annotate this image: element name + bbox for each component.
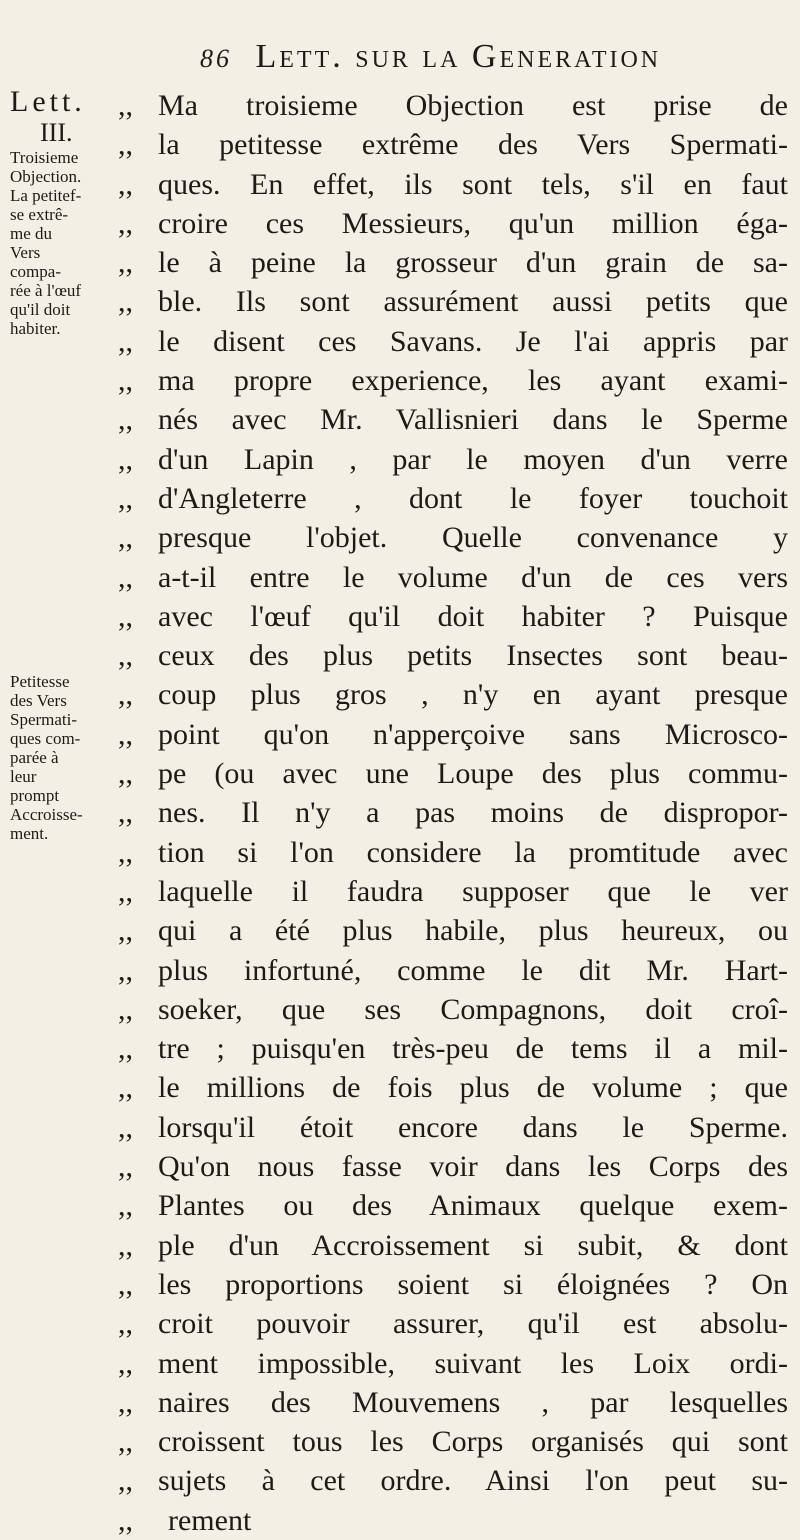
line-text: a-t-il entre le volume d'un de ces vers xyxy=(158,560,788,594)
margin-note-line: qu'il doit xyxy=(10,300,71,319)
margin-note-line: rée à l'œuf xyxy=(10,281,82,300)
margin-note-line: habiter. xyxy=(10,319,61,338)
quote-mark: ,, xyxy=(118,324,133,358)
quote-mark: ,, xyxy=(118,481,133,515)
line-text: tre ; puisqu'en très-peu de tems il a mil- xyxy=(158,1032,788,1066)
line-text: qui a été plus habile, plus heureux, ou xyxy=(158,914,788,948)
quote-mark: ,, xyxy=(118,599,133,633)
text-line xyxy=(118,1383,788,1422)
quote-mark: ,, xyxy=(118,992,133,1026)
text-line xyxy=(118,558,788,597)
margin-note-line: des Vers xyxy=(10,691,67,710)
text-line xyxy=(118,1265,788,1304)
margin-notes xyxy=(10,85,110,843)
text-line xyxy=(118,754,788,793)
line-text: croit pouvoir assurer, qu'il est absolu- xyxy=(158,1307,788,1341)
quote-mark: ,, xyxy=(118,717,133,751)
margin-note-1 xyxy=(10,148,110,338)
margin-note-line: Vers xyxy=(10,243,41,262)
line-text: avec l'œuf qu'il doit habiter ? Puisque xyxy=(158,599,788,633)
margin-note-line: parée à xyxy=(10,748,59,767)
line-text: laquelle il faudra supposer que le ver xyxy=(158,874,788,908)
line-text: Ma troisieme Objection est prise de xyxy=(158,89,788,122)
quote-mark: ,, xyxy=(118,1150,133,1184)
line-text: lorsqu'il étoit encore dans le Sperme. xyxy=(158,1110,788,1144)
margin-note-line: Troisieme xyxy=(10,148,79,167)
margin-letter-label: Lett. xyxy=(10,85,86,118)
line-text: ple d'un Accroissement si subit, & dont xyxy=(158,1228,788,1262)
text-line xyxy=(118,86,788,125)
line-text: coup plus gros , n'y en ayant presque xyxy=(158,678,788,712)
quote-mark: ,, xyxy=(118,639,133,673)
margin-note-line: se extrê- xyxy=(10,205,69,224)
quote-mark: ,, xyxy=(118,167,133,201)
line-text: le à peine la grosseur d'un grain de sa- xyxy=(158,246,788,280)
quote-mark: ,, xyxy=(118,246,133,280)
text-line xyxy=(118,440,788,479)
quote-mark: ,, xyxy=(118,835,133,869)
running-header xyxy=(200,38,661,76)
quote-mark: ,, xyxy=(118,206,133,240)
page-number: 86 xyxy=(200,44,232,73)
text-line xyxy=(118,951,788,990)
text-line xyxy=(118,282,788,321)
text-line xyxy=(118,243,788,282)
text-line xyxy=(118,204,788,243)
line-text: point qu'on n'apperçoive sans Microsco- xyxy=(158,717,788,751)
line-text: ceux des plus petits Insectes sont beau- xyxy=(158,639,788,673)
line-text: le disent ces Savans. Je l'ai appris par xyxy=(158,324,788,358)
margin-note-line: ques com- xyxy=(10,729,81,748)
text-line xyxy=(118,400,788,439)
line-text: presque l'objet. Quelle convenance y xyxy=(158,521,788,555)
quote-mark: ,, xyxy=(118,1189,133,1223)
line-text: ques. En effet, ils sont tels, s'il en faut xyxy=(158,167,788,201)
body-text xyxy=(118,86,788,1540)
text-line xyxy=(118,990,788,1029)
quote-mark: ,, xyxy=(118,1267,133,1301)
quote-mark: ,, xyxy=(118,403,133,437)
line-text: ma propre experience, les ayant exami- xyxy=(158,364,788,398)
line-text: Qu'on nous fasse voir dans les Corps des xyxy=(158,1150,788,1184)
line-text: ment impossible, suivant les Loix ordi- xyxy=(158,1346,788,1380)
quote-mark: ,, xyxy=(118,1425,133,1459)
quote-mark: ,, xyxy=(118,521,133,555)
line-text: la petitesse extrême des Vers Spermati- xyxy=(158,128,788,162)
margin-note-2 xyxy=(10,672,120,843)
line-text: rement xyxy=(168,1503,252,1537)
text-line xyxy=(118,1108,788,1147)
text-line xyxy=(118,675,788,714)
text-line xyxy=(118,911,788,950)
text-line xyxy=(118,1461,788,1500)
line-text: croire ces Messieurs, qu'un million éga- xyxy=(158,206,788,240)
line-text: pe (ou avec une Loupe des plus commu- xyxy=(158,757,788,791)
quote-mark: ,, xyxy=(118,1385,133,1419)
line-text: naires des Mouvemens , par lesquelles xyxy=(158,1385,788,1419)
text-line xyxy=(118,1501,788,1540)
text-line xyxy=(118,479,788,518)
quote-mark: ,, xyxy=(118,757,133,791)
quote-mark: ,, xyxy=(118,1307,133,1341)
line-text: plus infortuné, comme le dit Mr. Hart- xyxy=(158,953,788,987)
quote-mark: ,, xyxy=(118,796,133,830)
margin-note-line: prompt xyxy=(10,786,60,805)
text-line xyxy=(118,1344,788,1383)
quote-mark: ,, xyxy=(118,953,133,987)
quote-mark: ,, xyxy=(118,128,133,162)
line-text: nes. Il n'y a pas moins de dispropor- xyxy=(158,796,788,830)
margin-note-line: Objection. xyxy=(10,167,82,186)
line-text: ble. Ils sont assurément aussi petits que xyxy=(158,285,788,319)
quote-mark: ,, xyxy=(118,1464,133,1498)
margin-note-line: me du xyxy=(10,224,53,243)
quote-mark: ,, xyxy=(118,874,133,908)
line-text: nés avec Mr. Vallisnieri dans le Sperme xyxy=(158,403,788,437)
text-line xyxy=(118,1147,788,1186)
margin-note-line: Petitesse xyxy=(10,672,70,691)
quote-mark: ,, xyxy=(118,1110,133,1144)
text-line xyxy=(118,833,788,872)
text-line xyxy=(118,872,788,911)
quote-mark: ,, xyxy=(118,1346,133,1380)
quote-mark: ,, xyxy=(118,914,133,948)
text-line xyxy=(118,1226,788,1265)
text-line xyxy=(118,1029,788,1068)
quote-mark: ,, xyxy=(118,285,133,319)
quote-mark: ,, xyxy=(118,89,133,122)
margin-note-line: compa- xyxy=(10,262,61,281)
quote-mark: ,, xyxy=(118,364,133,398)
line-text: d'Angleterre , dont le foyer touchoit xyxy=(158,481,788,515)
text-line xyxy=(118,1304,788,1343)
quote-mark: ,, xyxy=(118,1032,133,1066)
text-line xyxy=(118,715,788,754)
line-text: les proportions soient si éloignées ? On xyxy=(158,1267,788,1301)
margin-note-line: ment. xyxy=(10,824,49,843)
text-line xyxy=(118,1068,788,1107)
margin-note-line: La petitef- xyxy=(10,186,82,205)
line-text: d'un Lapin , par le moyen d'un verre xyxy=(158,442,788,476)
text-line xyxy=(118,1186,788,1225)
text-line xyxy=(118,518,788,557)
line-text: sujets à cet ordre. Ainsi l'on peut su- xyxy=(158,1464,788,1498)
quote-mark: ,, xyxy=(118,1228,133,1262)
margin-note-line: Accroisse- xyxy=(10,805,83,824)
text-line xyxy=(118,361,788,400)
text-line xyxy=(118,1422,788,1461)
line-text: Plantes ou des Animaux quelque exem- xyxy=(158,1189,788,1223)
line-text: tion si l'on considere la promtitude avec xyxy=(158,835,788,869)
margin-note-line: Spermati- xyxy=(10,710,78,729)
line-text: le millions de fois plus de volume ; que xyxy=(158,1071,788,1105)
quote-mark: ,, xyxy=(118,1503,133,1537)
quote-mark: ,, xyxy=(118,678,133,712)
text-line xyxy=(118,322,788,361)
text-line xyxy=(118,597,788,636)
text-line xyxy=(118,793,788,832)
line-text: soeker, que ses Compagnons, doit croî- xyxy=(158,992,788,1026)
margin-note-line: leur xyxy=(10,767,37,786)
text-line xyxy=(118,636,788,675)
quote-mark: ,, xyxy=(118,1071,133,1105)
text-line xyxy=(118,165,788,204)
text-line xyxy=(118,125,788,164)
quote-mark: ,, xyxy=(118,442,133,476)
line-text: croissent tous les Corps organisés qui sont xyxy=(158,1425,788,1459)
quote-mark: ,, xyxy=(118,560,133,594)
running-title: Lett. sur la Generation xyxy=(255,38,662,75)
margin-letter-number: III. xyxy=(40,118,73,147)
